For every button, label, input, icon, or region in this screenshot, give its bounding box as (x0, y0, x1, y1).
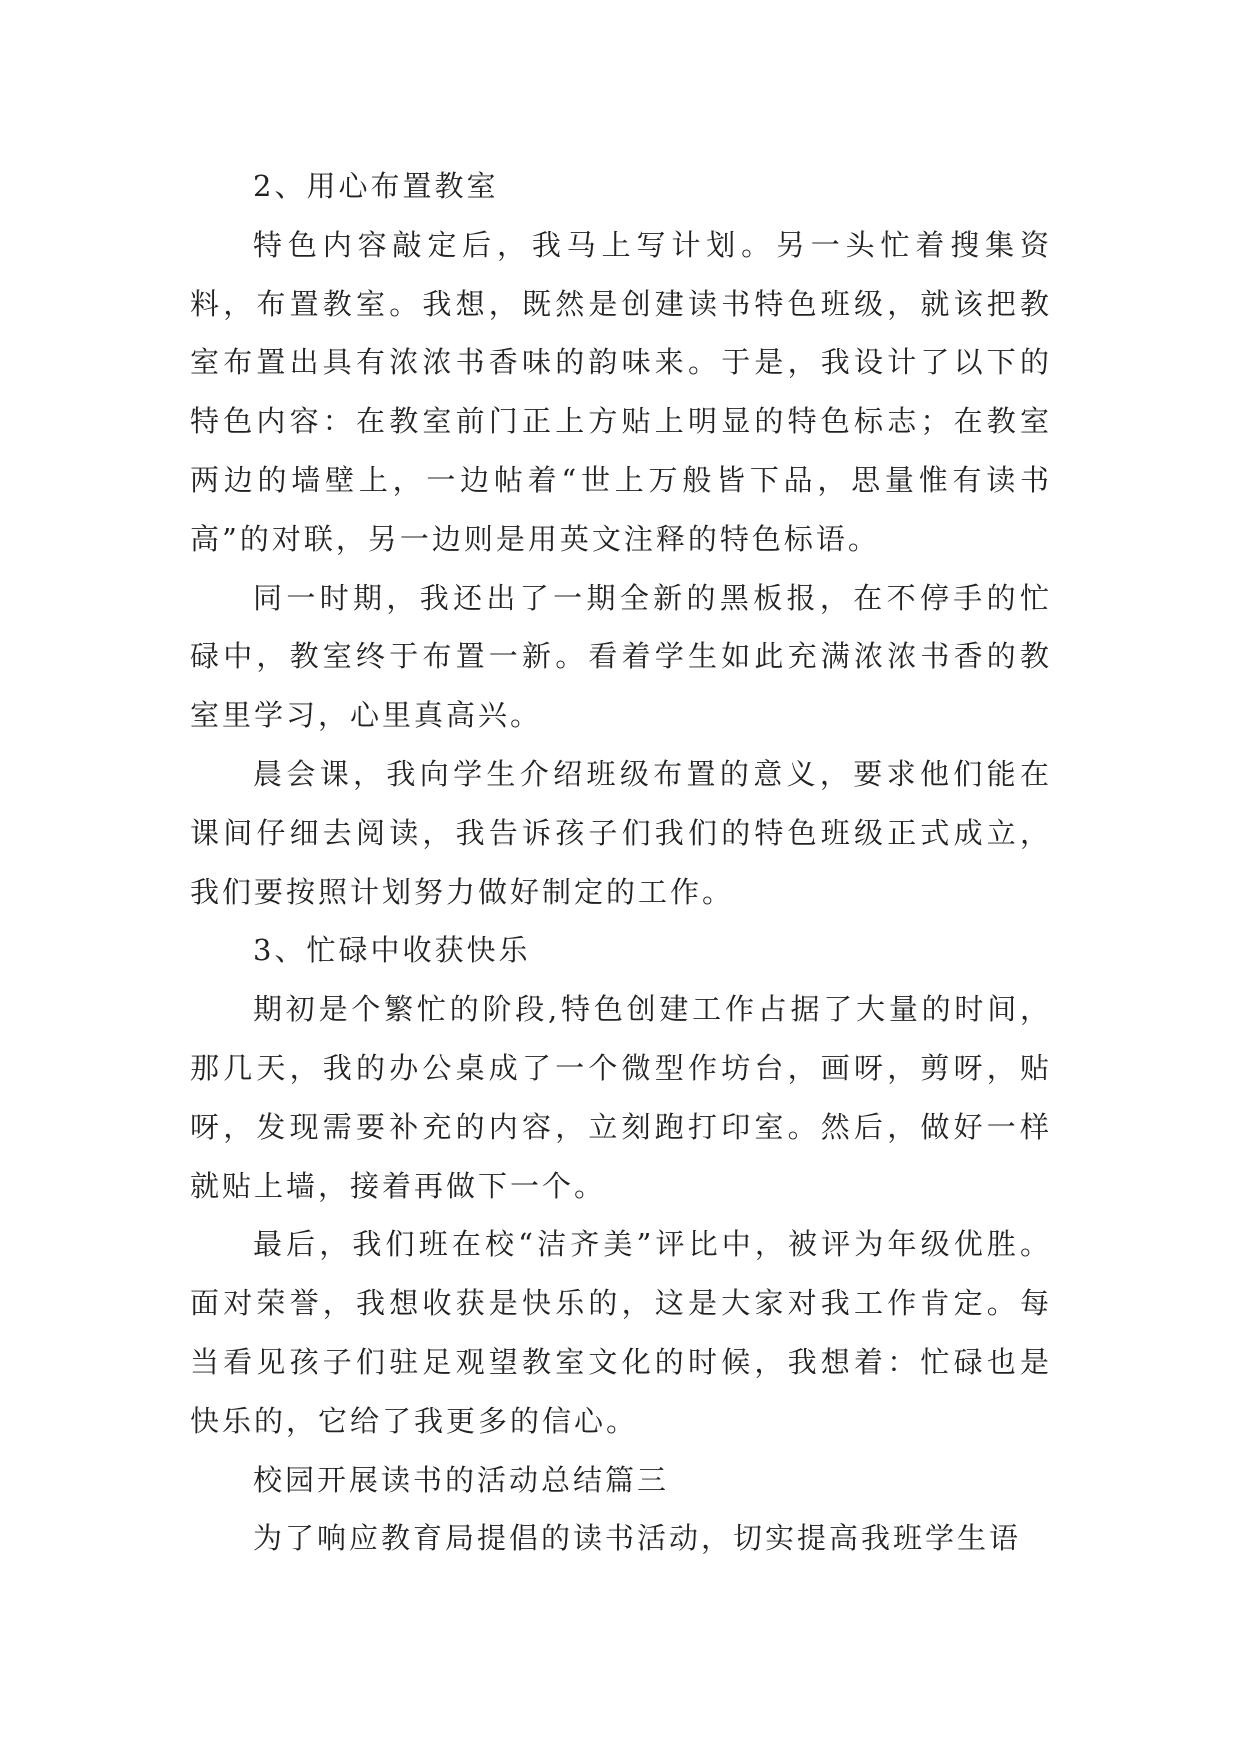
paragraph-classroom-plan: 特色内容敲定后，我马上写计划。另一头忙着搜集资料，布置教室。我想，既然是创建读书特色班级，就该把教室布置出具有浓浓书香味的韵味来。于是，我设计了以下的特色内容：在教室前门正上方贴上明显的特色标志；在教室两边的墙壁上，一边帖着“世上万般皆下品，思量惟有读书高”的对联，另一边则是用英文注释的特色标语。 (190, 227, 1052, 556)
paragraph-blackboard: 同一时期，我还出了一期全新的黑板报，在不停手的忙碌中，教室终于布置一新。看着学生如此充满浓浓书香的教室里学习，心里真高兴。 (190, 580, 1052, 733)
section-heading-2: 2、用心布置教室 (253, 169, 499, 203)
section-heading-3: 3、忙碌中收获快乐 (253, 933, 531, 968)
article-title-part-three: 校园开展读书的活动总结篇三 (253, 1462, 670, 1497)
document-body (190, 157, 1052, 1568)
paragraph-busy-period: 期初是个繁忙的阶段,特色创建工作占据了大量的时间，那几天，我的办公桌成了一个微型作坊台，画呀，剪呀，贴呀，发现需要补充的内容，立刻跑打印室。然后，做好一样就贴上墙，接着再做下一个。 (190, 992, 1052, 1203)
paragraph-reading-activity: 为了响应教育局提倡的读书活动，切实提高我班学生语 (253, 1521, 1022, 1556)
paragraph-honor: 最后，我们班在校“洁齐美”评比中，被评为年级优胜。面对荣誉，我想收获是快乐的，这是大家对我工作肯定。每当看见孩子们驻足观望教室文化的时候，我想着：忙碌也是快乐的，它给了我更多的信心。 (190, 1227, 1052, 1438)
paragraph-morning-meeting: 晨会课，我向学生介绍班级布置的意义，要求他们能在课间仔细去阅读，我告诉孩子们我们的特色班级正式成立，我们要按照计划努力做好制定的工作。 (190, 756, 1052, 909)
